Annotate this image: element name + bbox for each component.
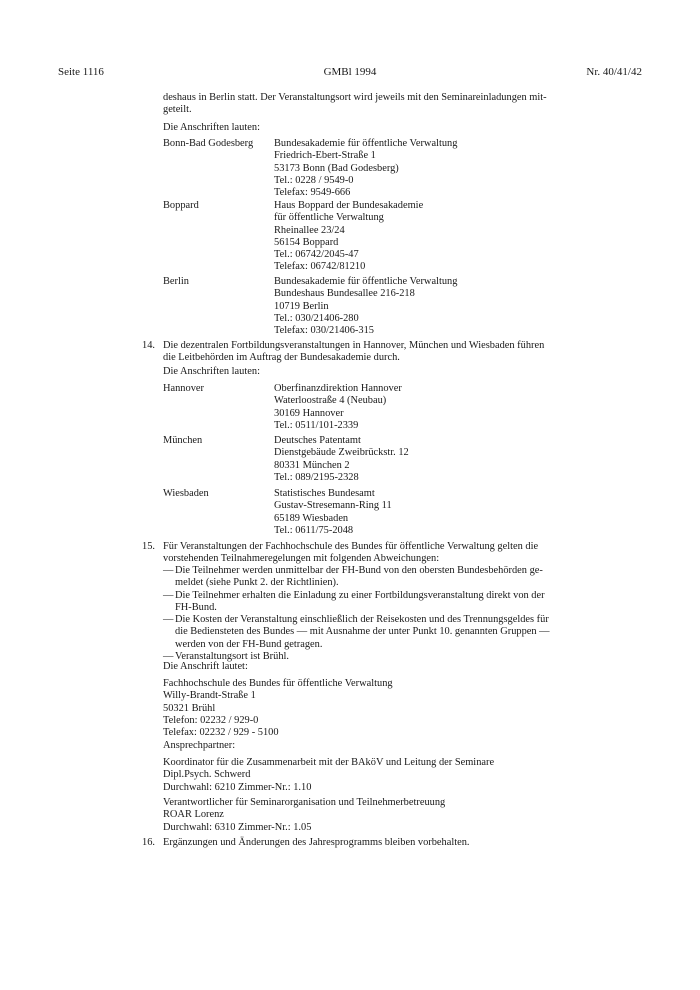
journal-title: GMBl 1994 (323, 66, 377, 78)
address-line: Oberfinanzdirektion Hannover (274, 383, 402, 394)
address-line: Gustav-Stresemann-Ring 11 (274, 500, 392, 512)
contact-phone: Durchwahl: 6310 Zimmer-Nr.: 1.05 (163, 821, 312, 833)
contact-organisation (163, 797, 445, 834)
address-line: Deutsches Patentamt (274, 435, 361, 446)
address-line: Telefax: 030/21406-315 (274, 325, 374, 337)
address-line: Bundesakademie für öffentliche Verwaltung (274, 276, 458, 287)
text-line: die Leitbehörden im Auftrag der Bundesakademie durch. (163, 352, 400, 364)
address-lines (274, 200, 423, 274)
address-line: Rheinallee 23/24 (274, 224, 345, 236)
fh-bund-address (163, 678, 393, 739)
place-name: Wiesbaden (163, 488, 209, 499)
section-text (163, 541, 538, 566)
text-line: vorstehenden Teilnahmeregelungen mit folgenden Abweichungen: (163, 553, 440, 565)
section-text (163, 340, 544, 365)
address-line: Tel.: 0228 / 9549-0 (274, 174, 354, 186)
address-line: Haus Boppard der Bundesakademie (274, 200, 424, 211)
addresses-label: Die Anschriften lauten: (163, 122, 260, 133)
address-lines (274, 276, 457, 337)
issue-number: Nr. 40/41/42 (586, 66, 642, 78)
section-16 (142, 837, 592, 851)
page-header (58, 66, 642, 80)
section-number: 16. (142, 837, 155, 848)
address-lines (274, 435, 409, 484)
section-15 (142, 541, 592, 841)
page-number: Seite 1116 (58, 66, 104, 78)
contact-role: Koordinator für die Zusammenarbeit mit der BAköV und Leitung der Seminare (163, 757, 495, 768)
place-name: Bonn-Bad Godesberg (163, 138, 254, 149)
contact-phone: Durchwahl: 6210 Zimmer-Nr.: 1.10 (163, 781, 312, 793)
address-line: Bundeshaus Bundesallee 216-218 (274, 288, 415, 300)
text-line: deshaus in Berlin statt. Der Veranstaltungsort wird jeweils mit den Seminareinladungen mit- (163, 92, 547, 103)
address-line: 50321 Brühl (163, 702, 216, 714)
address-line: Willy-Brandt-Straße 1 (163, 690, 256, 702)
address-line: Statistisches Bundesamt (274, 488, 375, 499)
address-line: 65189 Wiesbaden (274, 512, 349, 524)
section-number: 14. (142, 340, 155, 351)
address-lines (274, 383, 402, 432)
address-line: Tel.: 0511/101-2339 (274, 419, 359, 431)
section-14 (142, 340, 592, 540)
section-text: Ergänzungen und Änderungen des Jahresprogramms bleiben vorbehalten. (163, 837, 470, 848)
text-line: werden von der FH-Bund getragen. (175, 638, 323, 650)
address-line: Telefax: 02232 / 929 - 5100 (163, 727, 279, 739)
address-line: Tel.: 0611/75-2048 (274, 524, 354, 536)
text-line: — Die Teilnehmer erhalten die Einladung zu einer Fortbildungsveranstaltung direkt von der (175, 589, 545, 601)
text-line: geteilt. (163, 104, 192, 116)
academy-address-list (163, 138, 583, 338)
address-line: Telefax: 9549-666 (274, 187, 351, 199)
address-line: 30169 Hannover (274, 407, 344, 419)
addresses-label: Die Anschriften lauten: (163, 366, 260, 377)
list-item (163, 565, 593, 590)
address-line: Fachhochschule des Bundes für öffentliche Verwaltung (163, 678, 393, 689)
address-line: für öffentliche Verwaltung (274, 212, 384, 224)
contact-role: Verantwortlicher für Seminarorganisation und Teilnehmerbetreuung (163, 797, 446, 808)
address-line: Dienstgebäude Zweibrückstr. 12 (274, 447, 409, 459)
address-line: Tel.: 06742/2045-47 (274, 249, 359, 261)
address-line: Bundesakademie für öffentliche Verwaltung (274, 138, 458, 149)
contacts-label: Ansprechpartner: (163, 740, 236, 751)
place-name: Hannover (163, 383, 204, 394)
place-name: München (163, 435, 203, 446)
text-line: — Die Kosten der Veranstaltung einschließlich der Reisekosten und des Trennungsgeldes für (175, 614, 549, 626)
address-line: Friedrich-Ebert-Straße 1 (274, 150, 376, 162)
address-line: Telefax: 06742/81210 (274, 261, 366, 273)
text-line: Für Veranstaltungen der Fachhochschule des Bundes für öffentliche Verwaltung gelten die (163, 541, 539, 552)
address-label: Die Anschrift lautet: (163, 661, 248, 672)
place-name: Berlin (163, 276, 189, 287)
address-line: 56154 Boppard (274, 236, 339, 248)
intro-paragraph (163, 92, 583, 117)
address-line: Waterloostraße 4 (Neubau) (274, 395, 387, 407)
address-line: 53173 Bonn (Bad Godesberg) (274, 162, 399, 174)
address-line: 80331 München 2 (274, 459, 350, 471)
text-line: meldet (siehe Punkt 2. der Richtlinien). (175, 577, 339, 589)
text-line: — Veranstaltungsort ist Brühl. (175, 651, 289, 663)
list-item (163, 590, 593, 615)
place-name: Boppard (163, 200, 199, 211)
text-line: Die dezentralen Fortbildungsveranstaltungen in Hannover, München und Wiesbaden führen (163, 340, 545, 351)
deviation-list (163, 565, 593, 663)
section-number: 15. (142, 541, 155, 552)
address-line: 10719 Berlin (274, 300, 329, 312)
address-line: Telefon: 02232 / 929-0 (163, 714, 259, 726)
list-item (163, 614, 593, 651)
address-line: Tel.: 089/2195-2328 (274, 471, 359, 483)
text-line: FH-Bund. (175, 601, 217, 613)
address-lines (274, 488, 392, 537)
contact-name: ROAR Lorenz (163, 809, 224, 821)
address-line: Tel.: 030/21406-280 (274, 312, 359, 324)
contact-coordinator (163, 757, 494, 794)
text-line: die Bediensteten des Bundes — mit Ausnahme der unter Punkt 10. genannten Gruppen — (175, 626, 550, 638)
contact-name: Dipl.Psych. Schwerd (163, 769, 251, 781)
text-line: — Die Teilnehmer werden unmittelbar der FH-Bund von den obersten Bundesbehörden ge- (175, 565, 543, 576)
address-lines (274, 138, 457, 199)
